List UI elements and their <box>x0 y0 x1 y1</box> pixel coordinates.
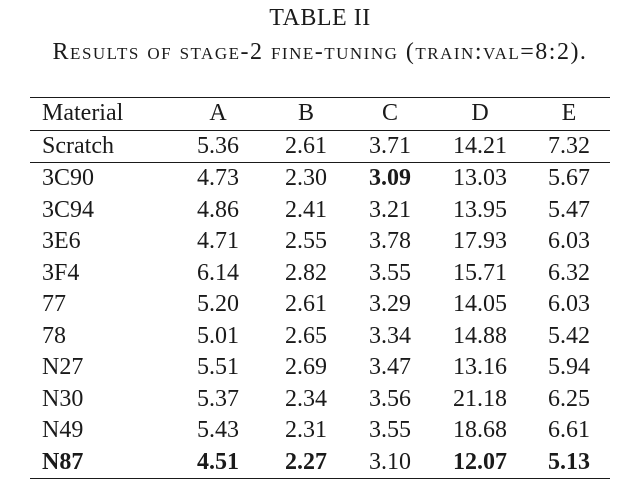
table-row <box>30 415 610 447</box>
table-caption: Results of stage-2 fine-tuning (train:val=8:2). <box>52 39 588 65</box>
cell-e: 6.03 <box>548 291 590 317</box>
cell-material: 3C90 <box>42 165 95 191</box>
cell-e: 5.94 <box>548 354 590 380</box>
table-row <box>30 289 610 321</box>
cell-b: 2.30 <box>285 165 327 191</box>
cell-material: 78 <box>42 322 66 349</box>
cell-a: 6.14 <box>197 259 239 286</box>
cell-b: 2.69 <box>285 354 327 380</box>
cell-a: 5.37 <box>197 385 239 412</box>
cell-b: 2.27 <box>285 448 327 475</box>
cell-material: 77 <box>42 291 66 317</box>
table-row <box>30 447 610 479</box>
cell-c: 3.56 <box>369 385 411 412</box>
cell-d: 13.16 <box>453 354 507 380</box>
cell-d: 17.93 <box>453 228 507 254</box>
cell-b: 2.34 <box>285 385 327 412</box>
header-e: E <box>561 100 577 126</box>
cell-material: 3F4 <box>42 259 80 286</box>
cell-a: 4.86 <box>197 196 239 223</box>
cell-e: 5.67 <box>548 165 590 191</box>
cell-a: 5.51 <box>197 354 239 380</box>
cell-material: N49 <box>42 417 84 443</box>
cell-material: N30 <box>42 385 84 412</box>
results-table <box>30 97 610 479</box>
cell-d: 13.95 <box>453 196 507 223</box>
cell-c: 3.10 <box>369 448 411 475</box>
cell-c: 3.21 <box>369 196 411 223</box>
cell-e: 6.61 <box>548 417 590 443</box>
table-number: TABLE II <box>269 5 371 31</box>
cell-b: 2.82 <box>285 259 327 286</box>
cell-a: 4.71 <box>197 228 239 254</box>
table-row <box>30 258 610 290</box>
cell-material: 3E6 <box>42 228 81 254</box>
cell-e: 5.47 <box>548 196 590 223</box>
cell-c: 3.55 <box>369 417 411 443</box>
header-c: C <box>381 100 398 126</box>
cell-e: 6.32 <box>548 259 590 286</box>
cell-d: 12.07 <box>453 448 507 475</box>
cell-d: 15.71 <box>453 259 507 286</box>
cell-a: 5.36 <box>197 132 239 159</box>
cell-d: 14.21 <box>453 132 507 159</box>
cell-a: 5.01 <box>197 322 239 349</box>
cell-c: 3.78 <box>369 228 411 254</box>
header-row <box>30 98 610 131</box>
table-row <box>30 163 610 195</box>
cell-a: 5.43 <box>197 417 239 443</box>
table-row <box>30 352 610 384</box>
table-row <box>30 321 610 353</box>
cell-b: 2.41 <box>285 196 327 223</box>
cell-material: Scratch <box>42 132 114 159</box>
header-d: D <box>471 100 489 126</box>
cell-b: 2.55 <box>285 228 327 254</box>
cell-material: N87 <box>42 448 84 475</box>
cell-material: 3C94 <box>42 196 95 223</box>
cell-c: 3.55 <box>369 259 411 286</box>
cell-b: 2.65 <box>285 322 327 349</box>
cell-c: 3.09 <box>369 165 411 191</box>
table-row <box>30 195 610 227</box>
cell-c: 3.47 <box>369 354 411 380</box>
cell-d: 21.18 <box>453 385 507 412</box>
cell-b: 2.61 <box>285 291 327 317</box>
header-material: Material <box>42 100 124 126</box>
cell-material: N27 <box>42 354 84 380</box>
header-b: B <box>297 100 314 126</box>
cell-d: 14.88 <box>453 322 507 349</box>
header-a: A <box>209 100 227 126</box>
cell-e: 6.25 <box>548 385 590 412</box>
table-row <box>30 130 610 163</box>
cell-d: 14.05 <box>453 291 507 317</box>
cell-e: 5.42 <box>548 322 590 349</box>
cell-e: 6.03 <box>548 228 590 254</box>
cell-c: 3.29 <box>369 291 411 317</box>
cell-e: 7.32 <box>548 132 590 159</box>
cell-b: 2.61 <box>285 132 327 159</box>
cell-a: 5.20 <box>197 291 239 317</box>
cell-a: 4.51 <box>197 448 239 475</box>
cell-d: 13.03 <box>453 165 507 191</box>
cell-c: 3.71 <box>369 132 411 159</box>
cell-c: 3.34 <box>369 322 411 349</box>
cell-e: 5.13 <box>548 448 590 475</box>
table-row <box>30 384 610 416</box>
cell-a: 4.73 <box>197 165 239 191</box>
cell-b: 2.31 <box>285 417 327 443</box>
cell-d: 18.68 <box>453 417 507 443</box>
table-row <box>30 226 610 258</box>
